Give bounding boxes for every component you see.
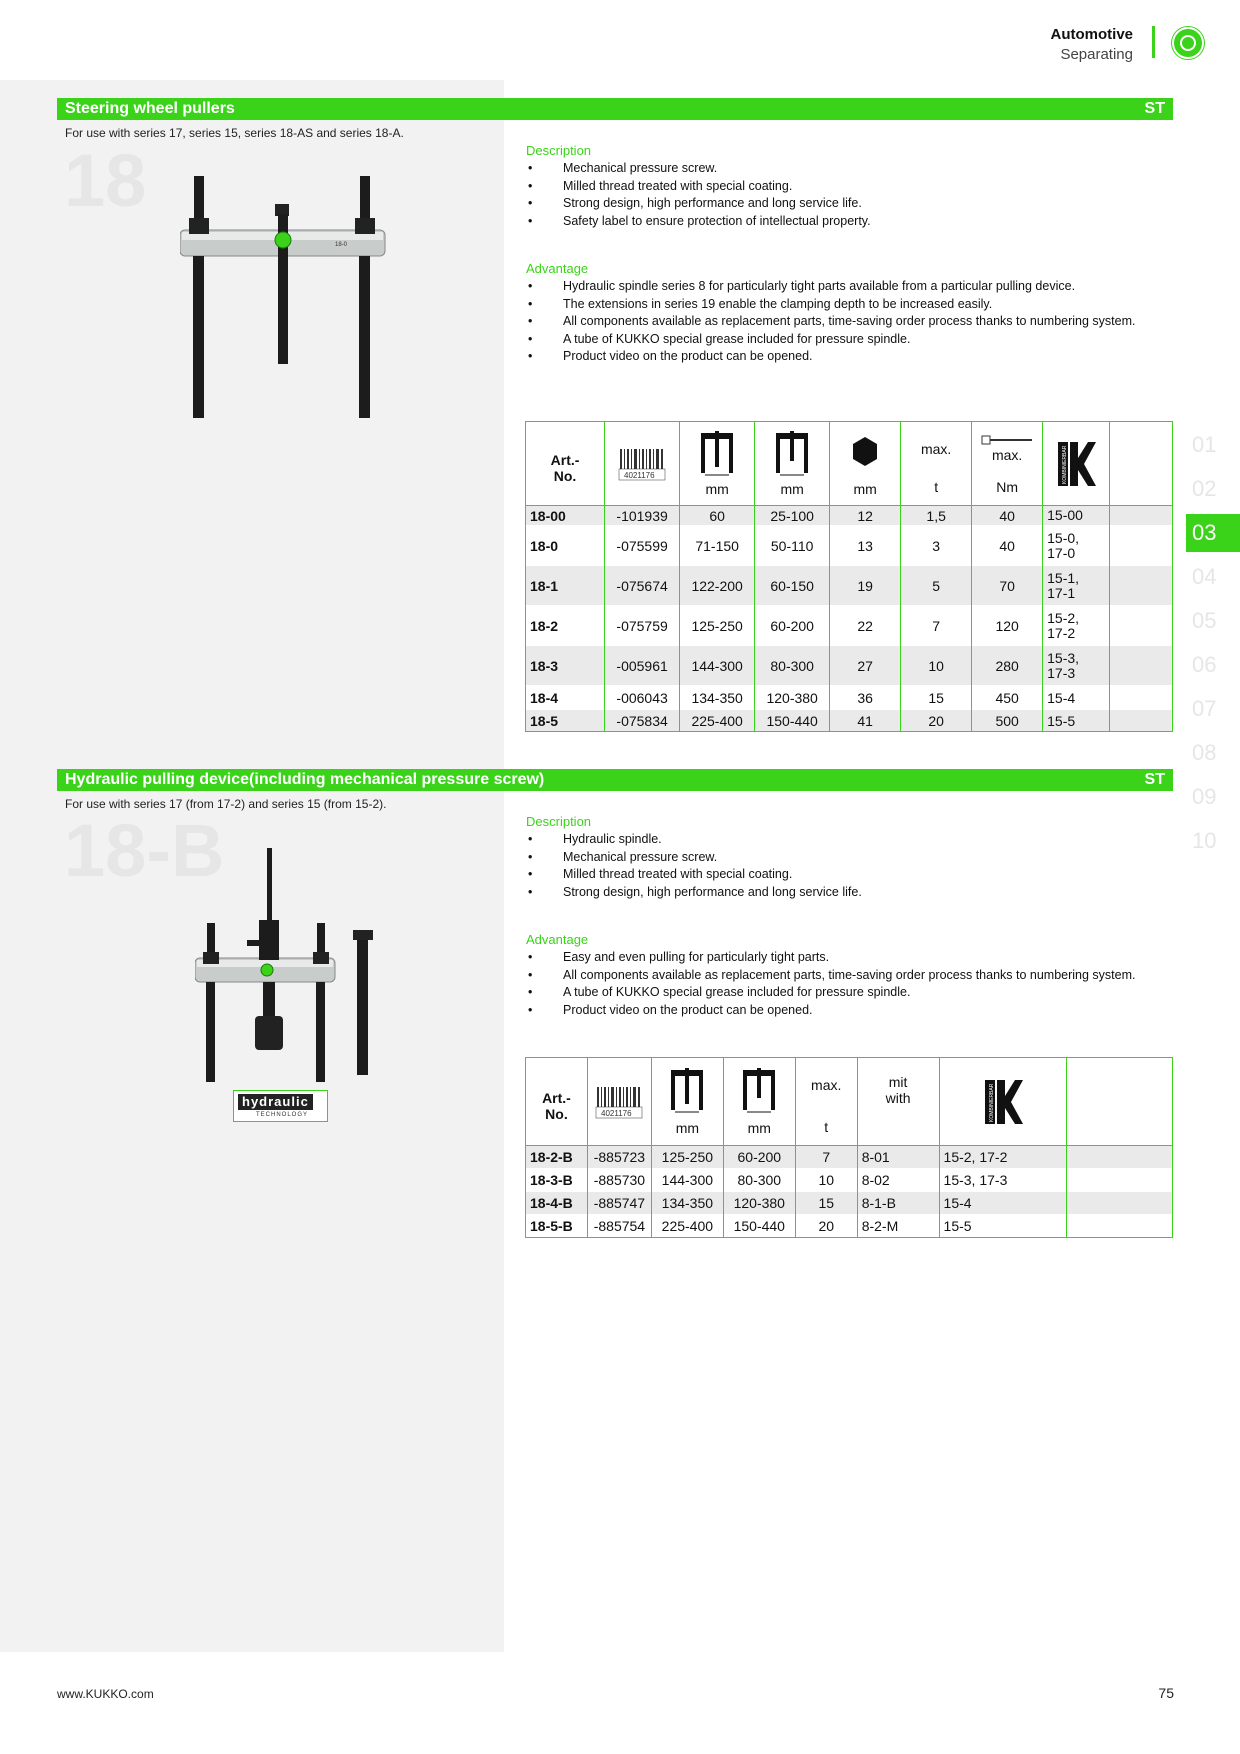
table-cell: 15-00 (1043, 506, 1110, 526)
chapter-tab-03[interactable]: 03 (1186, 514, 1240, 552)
table-cell: 20 (901, 710, 972, 732)
table-cell: 120 (972, 606, 1043, 646)
table-row (526, 1146, 1173, 1169)
table-cell: 7 (795, 1146, 857, 1169)
unit-label: mm (747, 1119, 771, 1136)
unit-label: mm (675, 1119, 700, 1136)
table-cell: 125-250 (651, 1146, 723, 1169)
table-cell: 18-2-B (526, 1146, 588, 1169)
description-item: • Hydraulic spindle. (528, 831, 1148, 849)
table-cell: 125-250 (680, 606, 755, 646)
table-cell: 18-5-B (526, 1215, 588, 1238)
advantage-item: • Easy and even pulling for particularly tight parts. (528, 949, 1148, 967)
table-cell: 18-4-B (526, 1192, 588, 1215)
table-row (526, 710, 1173, 732)
description-item: • Mechanical pressure screw. (528, 849, 1148, 867)
hydraulic-badge-word: hydraulic (238, 1094, 313, 1110)
barcode-header (605, 422, 680, 506)
empty-header (1110, 422, 1173, 506)
hex-size-header (830, 422, 901, 506)
table-cell: 15-3, 17-3 (1043, 646, 1110, 686)
table-cell (1110, 710, 1173, 732)
table-cell: 15-3, 17-3 (939, 1169, 1067, 1192)
table-cell: 120-380 (723, 1192, 795, 1215)
with-label: mit with (885, 1073, 911, 1106)
table-cell: 15-2, 17-2 (1043, 606, 1110, 646)
table-cell: 18-4 (526, 686, 605, 710)
table-cell: 12 (830, 506, 901, 526)
table-cell: 18-0 (526, 526, 605, 566)
table-cell: 15-5 (939, 1215, 1067, 1238)
table-cell: 15-4 (939, 1192, 1067, 1215)
chapter-nav (1186, 426, 1240, 866)
table-cell: 36 (830, 686, 901, 710)
table-cell: 18-3-B (526, 1169, 588, 1192)
table-cell: -885754 (587, 1215, 651, 1238)
table-cell: 144-300 (651, 1169, 723, 1192)
combinable-k-icon (981, 1078, 1025, 1126)
table-cell (1110, 606, 1173, 646)
combinable-header (939, 1058, 1067, 1146)
unit-label: mm (853, 480, 877, 497)
table-row (526, 686, 1173, 710)
table-cell (1067, 1146, 1173, 1169)
hydraulic-badge-sub: TECHNOLOGY (256, 1112, 309, 1118)
spread-width-header (680, 422, 755, 506)
chapter-tab-09[interactable]: 09 (1192, 784, 1217, 809)
barcode-header (587, 1058, 651, 1146)
table-cell: 27 (830, 646, 901, 686)
table-cell: 8-1-B (857, 1192, 939, 1215)
table-cell: 15-0, 17-0 (1043, 526, 1110, 566)
table-cell: 500 (972, 710, 1043, 732)
table-cell: -885730 (587, 1169, 651, 1192)
table-cell: 8-2-M (857, 1215, 939, 1238)
table-cell: 5 (901, 566, 972, 606)
with-header (857, 1058, 939, 1146)
section-title: Steering wheel pullers (65, 100, 235, 117)
section-tag: ST (1144, 100, 1165, 117)
table-cell (1110, 566, 1173, 606)
hydraulic-technology-badge (233, 1090, 328, 1122)
table-cell: 13 (830, 526, 901, 566)
table-cell: 8-02 (857, 1169, 939, 1192)
table-cell: 60 (680, 506, 755, 526)
chapter-tab-05[interactable]: 05 (1192, 608, 1217, 633)
table-cell: -075834 (605, 710, 680, 732)
table-cell: 18-00 (526, 506, 605, 526)
advantage-list (528, 949, 1148, 1019)
table-row (526, 1192, 1173, 1215)
table-cell (1110, 506, 1173, 526)
table-cell: 50-110 (755, 526, 830, 566)
advantage-item: • Product video on the product can be opened. (528, 348, 1148, 366)
svg-text:18-0: 18-0 (335, 242, 348, 248)
svg-text:4021176: 4021176 (601, 1108, 632, 1118)
table-cell: 144-300 (680, 646, 755, 686)
table-cell: 25-100 (755, 506, 830, 526)
svg-text:4021176: 4021176 (624, 470, 655, 480)
table-cell: 10 (795, 1169, 857, 1192)
kukko-logo-icon (1172, 27, 1204, 59)
advantage-list (528, 278, 1148, 366)
table-cell: 15 (795, 1192, 857, 1215)
table-cell: 150-440 (755, 710, 830, 732)
art-no-header: Art.- No. (526, 422, 605, 506)
art-no-header: Art.- No. (526, 1058, 588, 1146)
table-cell (1110, 526, 1173, 566)
chapter-tab-08[interactable]: 08 (1192, 740, 1217, 765)
category-subtitle: Separating (1060, 46, 1133, 63)
table-cell: -006043 (605, 686, 680, 710)
table-cell: 19 (830, 566, 901, 606)
description-item: • Milled thread treated with special coating. (528, 178, 1148, 196)
section-intro: For use with series 17, series 15, series 18-AS and series 18-A. (65, 126, 404, 140)
table-cell: 80-300 (723, 1169, 795, 1192)
force-header (795, 1058, 857, 1146)
barcode-icon (618, 447, 666, 481)
puller-depth-icon (737, 1068, 781, 1114)
table-cell: 20 (795, 1215, 857, 1238)
table-cell: 18-1 (526, 566, 605, 606)
table-cell: 15-2, 17-2 (939, 1146, 1067, 1169)
max-label: max. (811, 1076, 842, 1093)
puller-span-icon (665, 1068, 709, 1114)
section-title: Hydraulic pulling device(including mechanical pressure screw) (65, 771, 545, 788)
description-list (528, 831, 1148, 901)
puller-span-icon (695, 431, 739, 477)
header-divider (1152, 26, 1155, 58)
table-cell: -885723 (587, 1146, 651, 1169)
svg-text:KOMBINIERBAR: KOMBINIERBAR (988, 1083, 995, 1122)
table-cell: 18-2 (526, 606, 605, 646)
table-cell (1110, 646, 1173, 686)
description-item: • Safety label to ensure protection of intellectual property. (528, 213, 1148, 231)
table-cell: 134-350 (680, 686, 755, 710)
unit-label: Nm (996, 478, 1019, 495)
svg-text:KOMBINIERBAR: KOMBINIERBAR (1062, 445, 1069, 484)
table-cell: 150-440 (723, 1215, 795, 1238)
force-header (901, 422, 972, 506)
description-item: • Milled thread treated with special coating. (528, 866, 1148, 884)
description-item: • Mechanical pressure screw. (528, 160, 1148, 178)
depth-header (755, 422, 830, 506)
series-number: 18 (64, 139, 147, 222)
table-cell: 80-300 (755, 646, 830, 686)
table-row (526, 526, 1173, 566)
table-cell: 7 (901, 606, 972, 646)
section-intro: For use with series 17 (from 17-2) and series 15 (from 15-2). (65, 797, 387, 811)
table-cell: 22 (830, 606, 901, 646)
table-cell: 225-400 (651, 1215, 723, 1238)
spread-width-header (651, 1058, 723, 1146)
table-cell: 1,5 (901, 506, 972, 526)
advantage-item: • All components available as replacement parts, time-saving order process thanks to numbering system. (528, 967, 1148, 985)
chapter-tab-06[interactable]: 06 (1192, 652, 1217, 677)
unit-label: mm (705, 480, 729, 497)
category-title: Automotive (1050, 26, 1133, 43)
section-title-bar (57, 98, 1173, 120)
table-cell: 41 (830, 710, 901, 732)
table-cell: 71-150 (680, 526, 755, 566)
torque-wrench-icon (980, 433, 1034, 447)
table-cell: -005961 (605, 646, 680, 686)
table-cell: 15-5 (1043, 710, 1110, 732)
table-row (526, 566, 1173, 606)
barcode-icon (595, 1085, 643, 1119)
table-cell: 18-5 (526, 710, 605, 732)
table-cell: 3 (901, 526, 972, 566)
series-number: 18-B (64, 809, 225, 892)
table-cell: 450 (972, 686, 1043, 710)
advantage-heading: Advantage (526, 261, 589, 276)
table-cell: 15-4 (1043, 686, 1110, 710)
table-cell: 60-150 (755, 566, 830, 606)
depth-header (723, 1058, 795, 1146)
advantage-item: • A tube of KUKKO special grease included for pressure spindle. (528, 331, 1148, 349)
section-title-bar (57, 769, 1173, 791)
advantage-item: • Hydraulic spindle series 8 for particularly tight parts available from a particular pulling device. (528, 278, 1148, 296)
table-cell: 122-200 (680, 566, 755, 606)
hexagon-icon (848, 431, 882, 477)
puller-depth-icon (770, 431, 814, 477)
table-cell: 8-01 (857, 1146, 939, 1169)
table-cell (1067, 1215, 1173, 1238)
max-label: max. (991, 446, 1023, 463)
unit-label: t (824, 1118, 829, 1135)
combinable-header (1043, 422, 1110, 506)
description-heading: Description (526, 143, 592, 158)
advantage-item: • The extensions in series 19 enable the clamping depth to be increased easily. (528, 296, 1148, 314)
table-cell: 60-200 (723, 1146, 795, 1169)
table-cell: 134-350 (651, 1192, 723, 1215)
table-cell: -101939 (605, 506, 680, 526)
table-cell: 40 (972, 506, 1043, 526)
table-cell: 280 (972, 646, 1043, 686)
max-label: max. (920, 440, 952, 457)
description-item: • Strong design, high performance and long service life. (528, 195, 1148, 213)
table-row (526, 646, 1173, 686)
torque-header (972, 422, 1043, 506)
empty-header (1067, 1058, 1173, 1146)
description-list (528, 160, 1148, 230)
table-cell: 15 (901, 686, 972, 710)
advantage-heading: Advantage (526, 932, 589, 947)
steering-wheel-puller-image (180, 176, 390, 421)
page-number: 75 (1158, 1685, 1174, 1701)
advantage-item: • A tube of KUKKO special grease included for pressure spindle. (528, 984, 1148, 1002)
chapter-tab-10[interactable]: 10 (1192, 828, 1217, 853)
table-cell: 60-200 (755, 606, 830, 646)
chapter-tab-01[interactable]: 01 (1192, 432, 1217, 457)
table-cell (1110, 686, 1173, 710)
table-cell: -885747 (587, 1192, 651, 1215)
table-cell: 15-1, 17-1 (1043, 566, 1110, 606)
table-row (526, 1215, 1173, 1238)
unit-label: t (934, 478, 939, 495)
footer-url[interactable]: www.KUKKO.com (57, 1687, 154, 1701)
advantage-item: • Product video on the product can be opened. (528, 1002, 1148, 1020)
table-cell: 70 (972, 566, 1043, 606)
hydraulic-pulling-device-image (195, 848, 380, 1088)
table-cell (1067, 1192, 1173, 1215)
table-cell: 40 (972, 526, 1043, 566)
table-cell (1067, 1169, 1173, 1192)
table-row (526, 606, 1173, 646)
combinable-k-icon (1054, 440, 1098, 488)
chapter-tab-07[interactable]: 07 (1192, 696, 1217, 721)
unit-label: mm (780, 480, 804, 497)
spec-table-18-B (525, 1057, 1173, 1238)
section-tag: ST (1144, 771, 1165, 788)
chapter-tab-02[interactable]: 02 (1192, 476, 1217, 501)
table-row (526, 506, 1173, 526)
table-cell: -075599 (605, 526, 680, 566)
description-heading: Description (526, 814, 592, 829)
table-cell: -075674 (605, 566, 680, 606)
chapter-tab-04[interactable]: 04 (1192, 564, 1217, 589)
table-cell: 10 (901, 646, 972, 686)
table-cell: 120-380 (755, 686, 830, 710)
spec-table-18 (525, 421, 1173, 732)
description-item: • Strong design, high performance and long service life. (528, 884, 1148, 902)
table-cell: 225-400 (680, 710, 755, 732)
table-cell: 18-3 (526, 646, 605, 686)
table-cell: -075759 (605, 606, 680, 646)
table-row (526, 1169, 1173, 1192)
advantage-item: • All components available as replacement parts, time-saving order process thanks to numbering system. (528, 313, 1148, 331)
